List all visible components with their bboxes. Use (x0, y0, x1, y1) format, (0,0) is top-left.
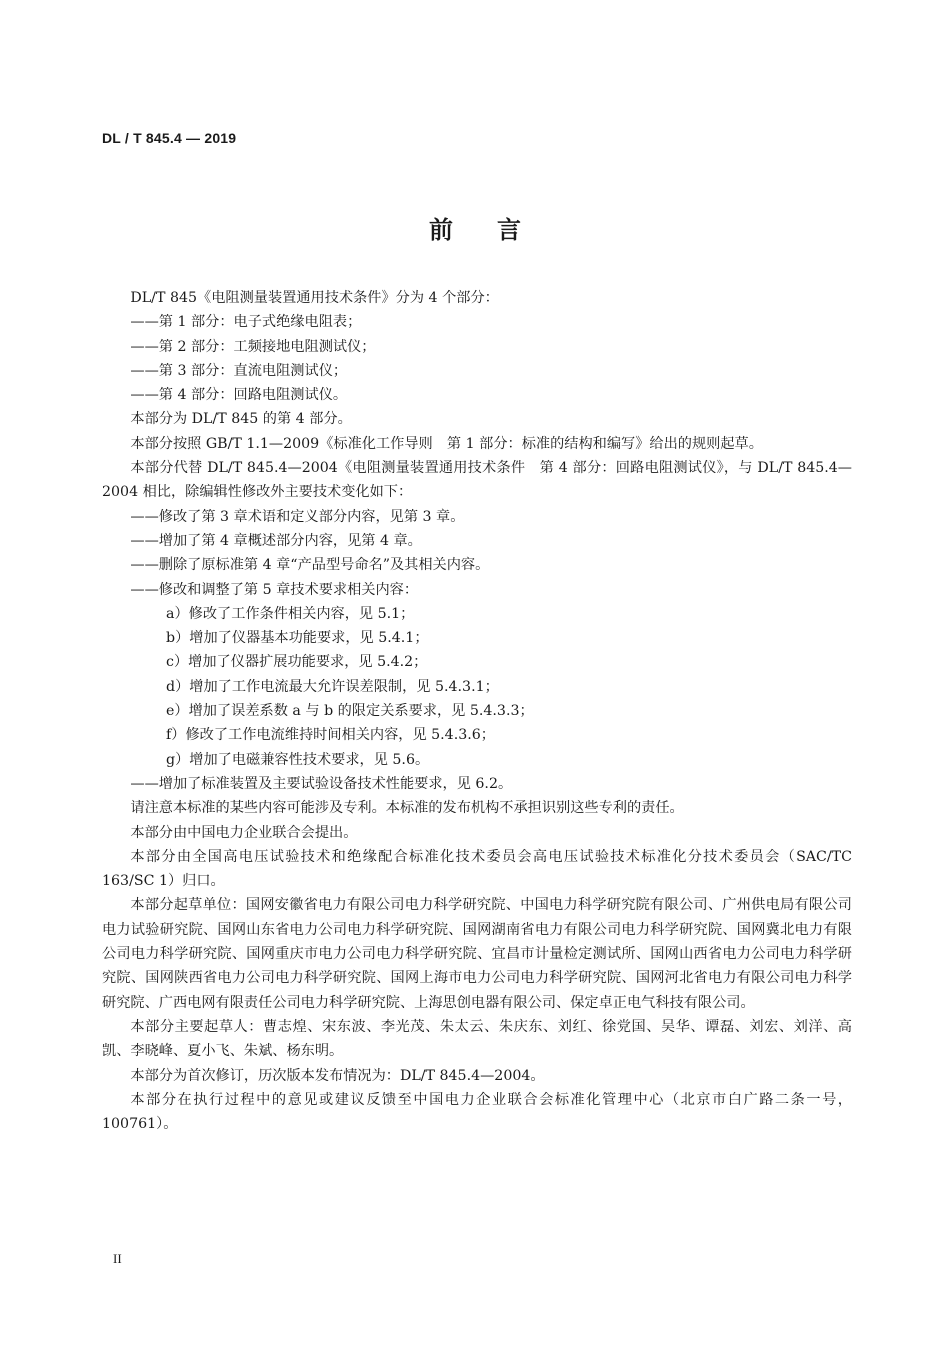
part-item: ——第 2 部分：工频接地电阻测试仪； (130, 338, 376, 355)
change-item: ——增加了标准装置及主要试验设备技术性能要求，见 6.2。 (130, 775, 513, 792)
sub-change-item: g）增加了电磁兼容性技术要求，见 5.6。 (166, 751, 430, 768)
sub-change-item: a）修改了工作条件相关内容，见 5.1； (166, 605, 415, 622)
intro-paragraph: DL/T 845《电阻测量装置通用技术条件》分为 4 个部分： (130, 290, 499, 306)
change-item: ——删除了原标准第 4 章“产品型号命名”及其相关内容。 (130, 557, 490, 574)
proposer-paragraph: 本部分由中国电力企业联合会提出。 (130, 824, 358, 841)
foreword-body (102, 286, 852, 1136)
feedback-paragraph: 本部分在执行过程中的意见或建议反馈至中国电力企业联合会标准化管理中心（北京市白广路二条一号，100761）。 (102, 1091, 852, 1133)
sub-change-item: b）增加了仪器基本功能要求，见 5.4.1； (166, 630, 429, 647)
technical-committee-paragraph: 本部分由全国高电压试验技术和绝缘配合标准化技术委员会高电压试验技术标准化分技术委员会（SAC/TC 163/SC 1）归口。 (102, 848, 852, 890)
change-item: ——修改了第 3 章术语和定义部分内容，见第 3 章。 (130, 508, 465, 525)
sub-change-item: e）增加了误差系数 a 与 b 的限定关系要求，见 5.4.3.3； (166, 703, 534, 720)
sub-change-item: c）增加了仪器扩展功能要求，见 5.4.2； (166, 654, 428, 671)
part-item: ——第 1 部分：电子式绝缘电阻表； (130, 314, 362, 331)
change-item: ——修改和调整了第 5 章技术要求相关内容： (130, 581, 419, 598)
document-code: DL / T 845.4 — 2019 (102, 130, 237, 146)
page-number: II (113, 1251, 122, 1266)
part-item: ——第 4 部分：回路电阻测试仪。 (130, 387, 348, 404)
page-title: 前言 (429, 216, 565, 244)
history-paragraph: 本部分为首次修订，历次版本发布情况为：DL/T 845.4—2004。 (130, 1067, 545, 1084)
patent-notice: 请注意本标准的某些内容可能涉及专利。本标准的发布机构不承担识别这些专利的责任。 (130, 800, 684, 817)
drafting-rule-paragraph: 本部分按照 GB/T 1.1—2009《标准化工作导则 第 1 部分：标准的结构和编写》给出的规则起草。 (130, 435, 763, 452)
part-of-paragraph: 本部分为 DL/T 845 的第 4 部分。 (130, 411, 352, 428)
drafters-paragraph: 本部分主要起草人：曹志煌、宋东波、李光茂、朱太云、朱庆东、刘红、徐党国、吴华、谭磊、刘宏、刘洋、高凯、李晓峰、夏小飞、朱斌、杨东明。 (102, 1018, 852, 1060)
change-item: ——增加了第 4 章概述部分内容，见第 4 章。 (130, 532, 422, 549)
replacement-paragraph: 本部分代替 DL/T 845.4—2004《电阻测量装置通用技术条件 第 4 部分：回路电阻测试仪》，与 DL/T 845.4—2004 相比，除编辑性修改外主要技术变化如下： (102, 460, 852, 501)
drafting-units-paragraph: 本部分起草单位：国网安徽省电力有限公司电力科学研究院、中国电力科学研究院有限公司、广州供电局有限公司电力试验研究院、国网山东省电力公司电力科学研究院、国网湖南省电力有限公司电力科学研究院、国网冀北电力有限公司电力科学研究院、国网重庆市电力公司电力科学研究院、宜昌市计量检定测试所、国网山西省电力公司电力科学研究院、国网陕西省电力公司电力科学研究院、国网上海市电力公司电力科学研究院、国网河北省电力有限公司电力科学研究院、广西电网有限责任公司电力科学研究院、上海思创电器有限公司、保定卓正电气科技有限公司。 (102, 897, 852, 1011)
part-item: ——第 3 部分：直流电阻测试仪； (130, 362, 348, 379)
sub-change-item: d）增加了工作电流最大允许误差限制，见 5.4.3.1； (166, 678, 499, 695)
sub-change-item: f）修改了工作电流维持时间相关内容，见 5.4.3.6； (166, 727, 495, 744)
